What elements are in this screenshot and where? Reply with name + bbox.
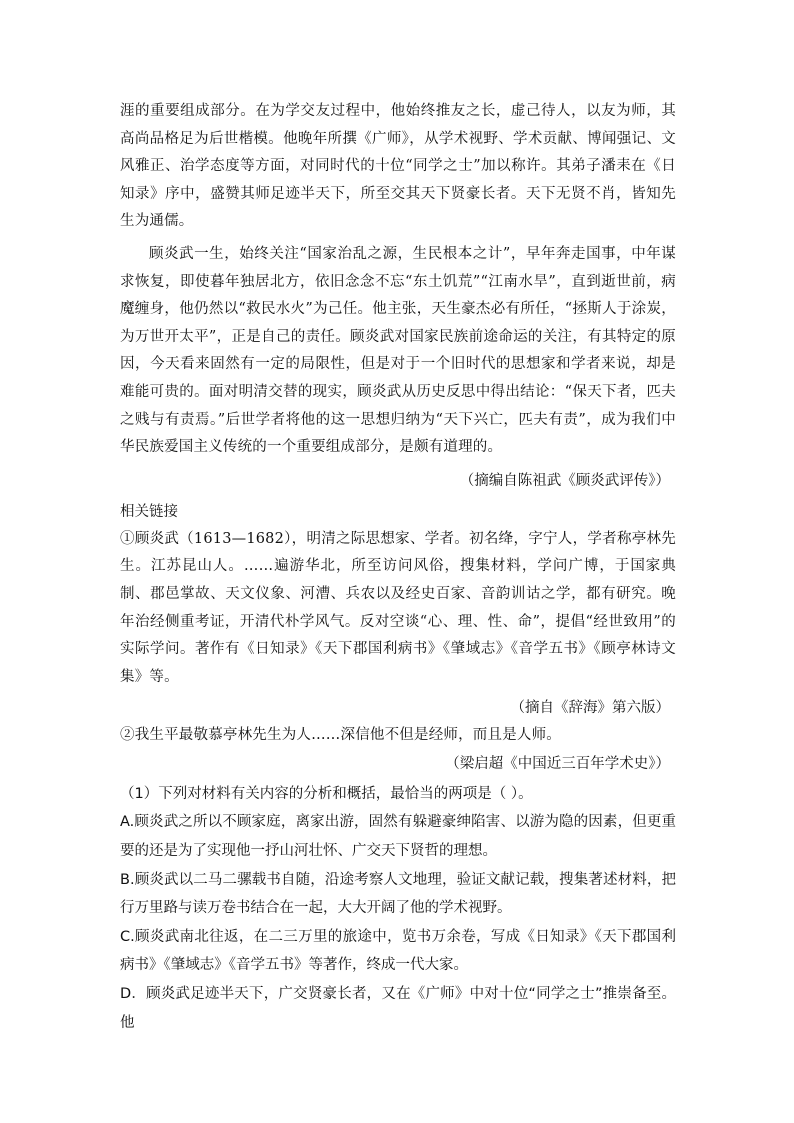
document-body [120, 98, 676, 1037]
related-link-1: ①顾炎武（1613—1682），明清之际思想家、学者。初名绛，字宁人，学者称亭林先生。江苏昆山人。……遍游华北，所至访问风俗，搜集材料，学问广博，于国家典制、郡邑掌故、天文仪象、河漕、兵农以及经史百家、音韵训诂之学，都有研究。晚年治经侧重考证，开清代朴学风气。反对空谈“心、理、性、命”，提倡“经世致用”的实际学问。著作有《日知录》《天下郡国利病书》《肇域志》《音学五书》《顾亭林诗文集》等。 [120, 530, 676, 685]
question-stem: （1）下列对材料有关内容的分析和概括，最恰当的两项是（ ）。 [120, 785, 533, 802]
article-source: （摘编自陈祖武《顾炎武评传》） [459, 472, 670, 489]
related-link-1-source: （摘自《辞海》第六版） [510, 700, 670, 717]
article-paragraph-1: 涯的重要组成部分。在为学交友过程中，他始终推友之长，虚己待人，以友为师，其高尚品格足为后世楷模。他晚年所撰《广师》，从学术视野、学术贡献、博闻强记、文风雅正、治学态度等方面，对同时代的十位“同学之士”加以称许。其弟子潘耒在《日知录》序中，盛赞其师足迹半天下，所至交其天下贤豪长者。天下无贤不肖，皆知先生为通儒。 [120, 103, 676, 230]
article-paragraph-2: 顾炎武一生，始终关注“国家治乱之源，生民根本之计”，早年奔走国事，中年谋求恢复，即使暮年独居北方，依旧念念不忘“东土饥荒”“江南水旱”，直到逝世前，病魔缠身，他仍然以“救民水火”为己任。他主张，天生豪杰必有所任，“拯斯人于涂炭，为万世开太平”，正是自己的责任。顾炎武对国家民族前途命运的关注，有其特定的原因，今天看来固然有一定的局限性，但是对于一个旧时代的思想家和学者来说，却是难能可贵的。面对明清交替的现实，顾炎武从历史反思中得出结论：“保天下者，匹夫之贱与有责焉。”后世学者将他的这一思想归纳为“天下兴亡，匹夫有责”，成为我们中华民族爱国主义传统的一个重要组成部分，是颇有道理的。 [120, 245, 676, 456]
related-link-2-source: （梁启超《中国近三百年学术史》） [445, 755, 670, 772]
question-option-c: C.顾炎武南北往返，在二三万里的旅途中，览书万余卷，写成《日知录》《天下郡国利病书》《肇域志》《音学五书》等著作，终成一代大家。 [120, 928, 676, 974]
question-option-b: B.顾炎武以二马二骡载书自随，沿途考察人文地理，验证文献记载，搜集著述材料，把行万里路与读万卷书结合在一起，大大开阔了他的学术视野。 [120, 871, 676, 917]
question-option-a: A.顾炎武之所以不顾家庭，离家出游，固然有躲避豪绅陷害、以游为隐的因素，但更重要的还是为了实现他一抒山河壮怀、广交天下贤哲的理想。 [120, 814, 676, 860]
related-links-heading: 相关链接 [120, 503, 178, 520]
question-option-d: D．顾炎武足迹半天下，广交贤豪长者，又在《广师》中对十位“同学之士”推崇备至。他 [120, 986, 676, 1031]
related-link-2: ②我生平最敬慕亭林先生为人……深信他不但是经师，而且是人师。 [120, 727, 561, 744]
